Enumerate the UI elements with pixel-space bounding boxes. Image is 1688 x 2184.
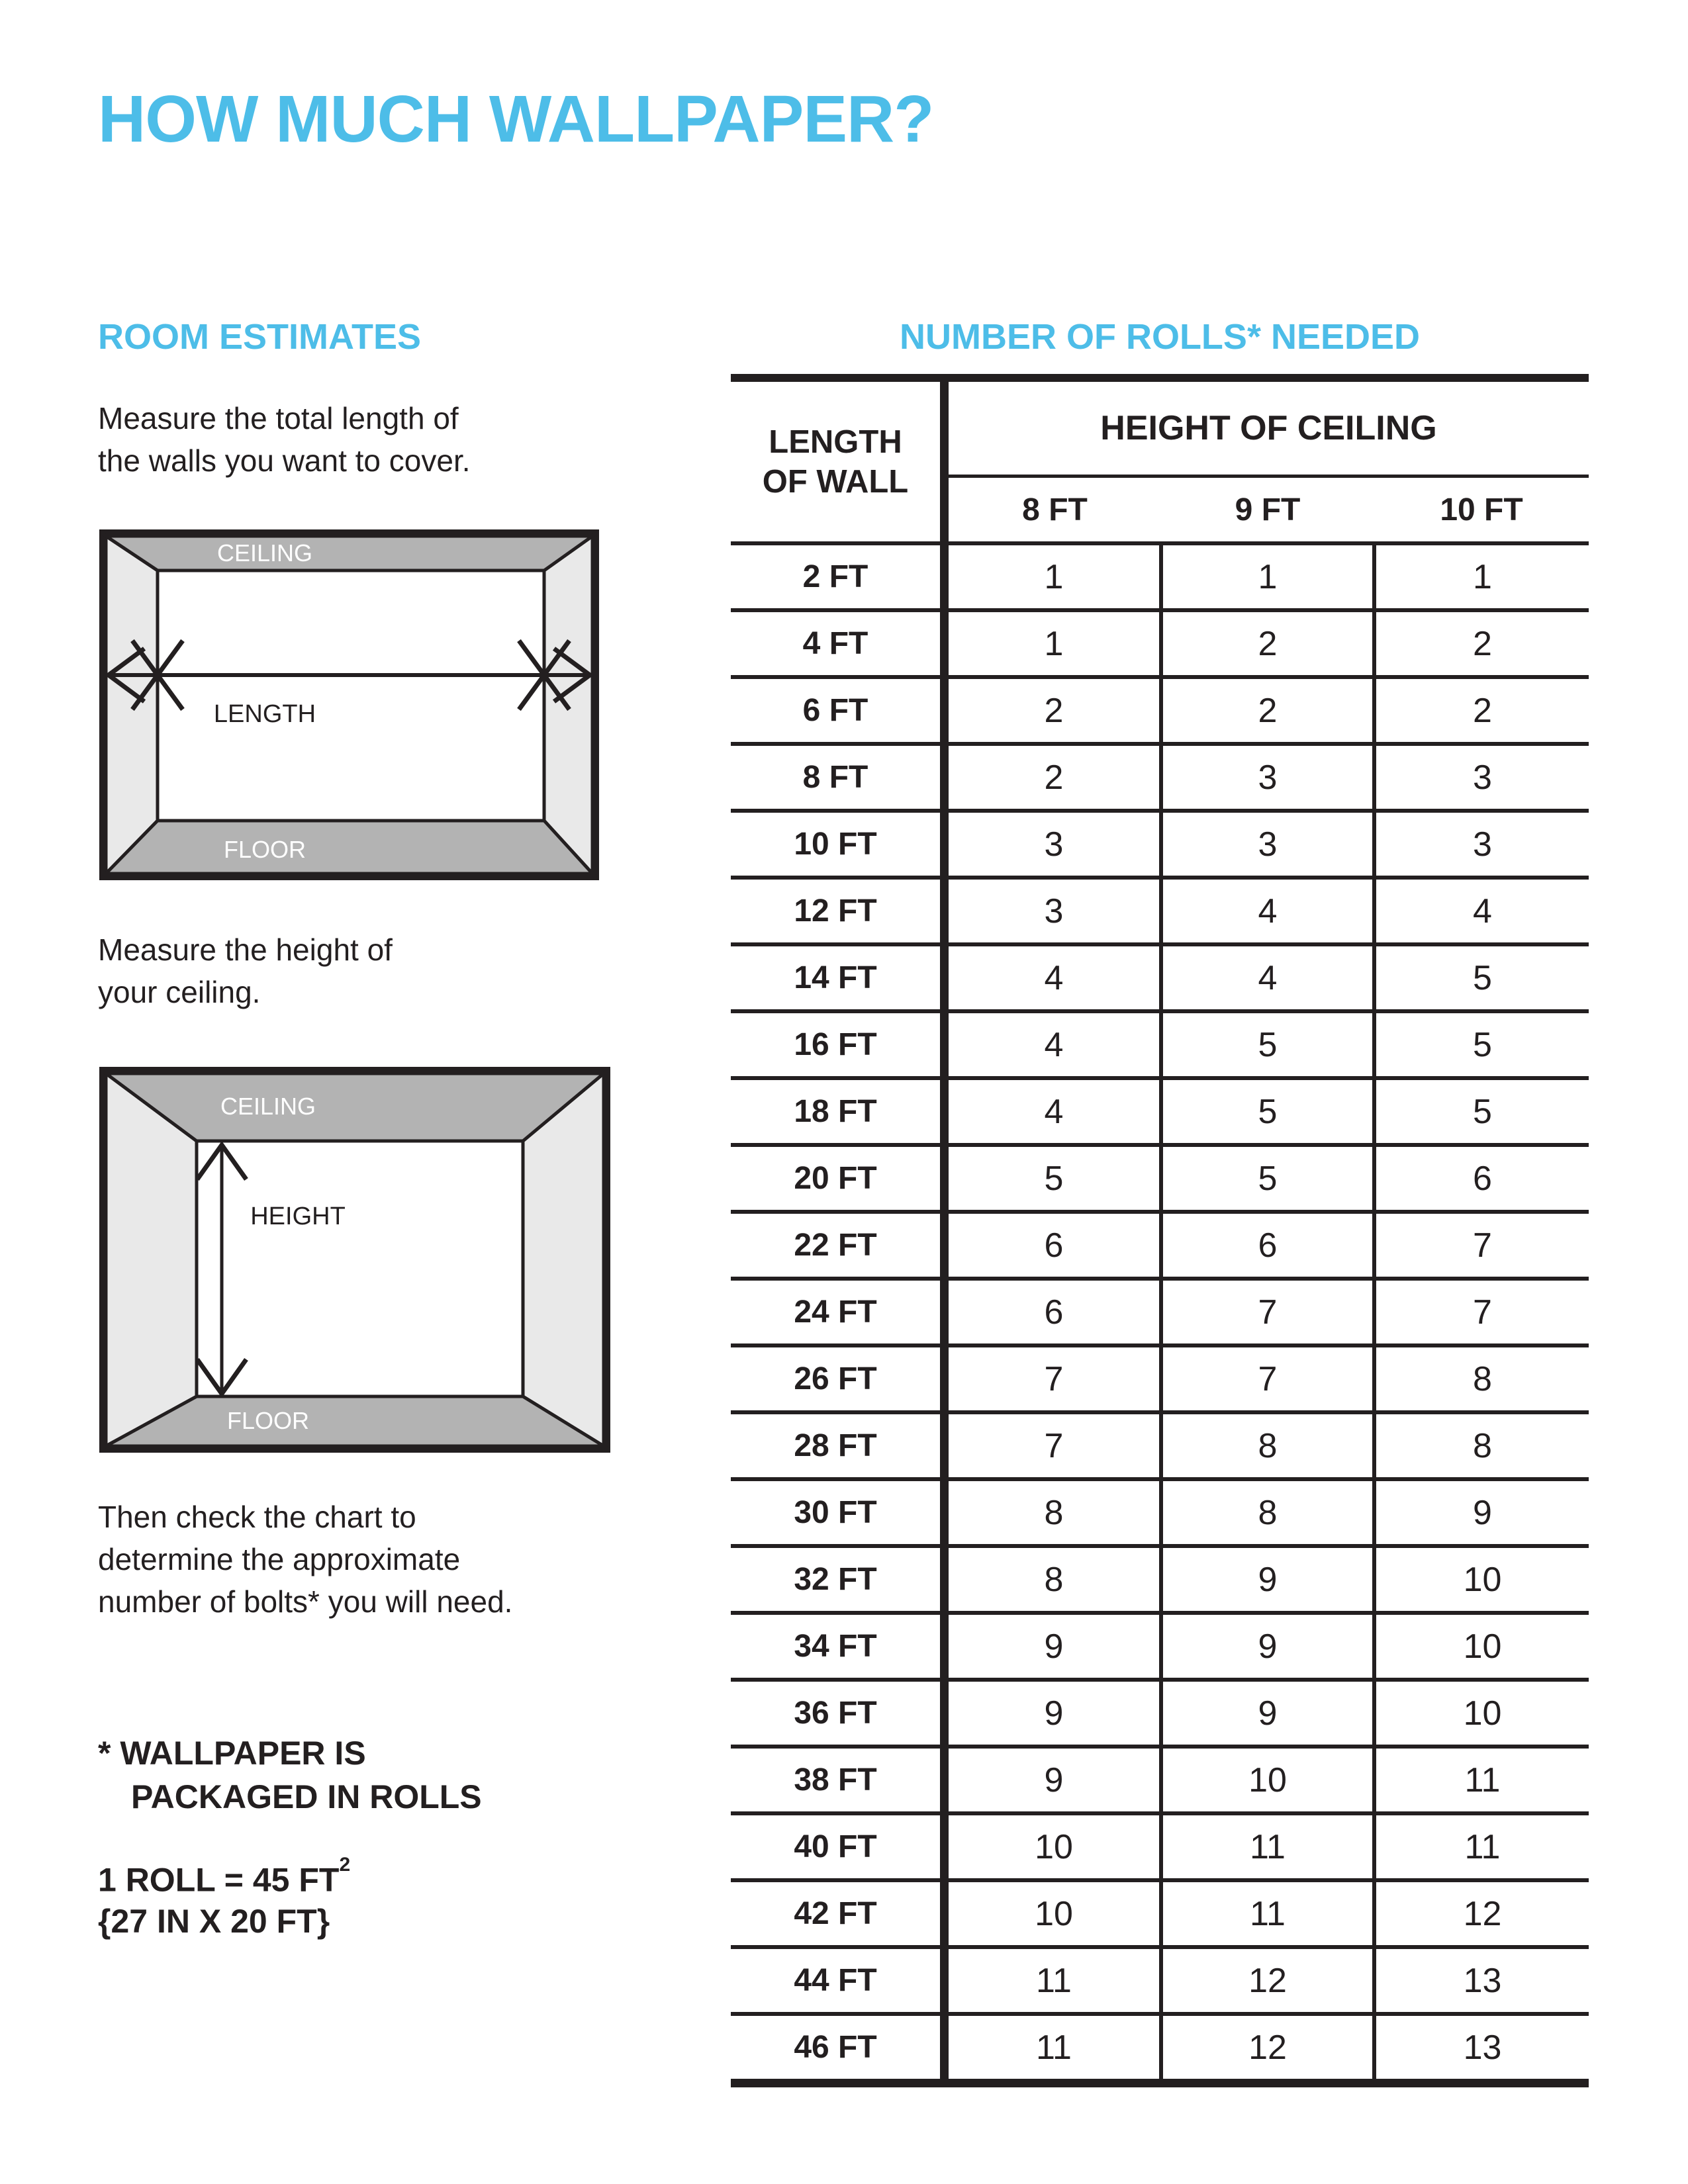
row-header-cell: 10 FT xyxy=(794,827,877,862)
value-cell: 4 xyxy=(1163,946,1372,1009)
back-wall xyxy=(158,570,544,821)
table-row xyxy=(731,1548,1589,1611)
floor-panel xyxy=(106,821,592,874)
instruction-height-line1: Measure the height of xyxy=(98,933,393,967)
value-cell: 5 xyxy=(1376,1013,1589,1076)
length-of-wall-line1: LENGTH xyxy=(769,424,902,460)
ceiling-panel xyxy=(106,1073,604,1141)
table-row xyxy=(731,813,1589,876)
column-divider xyxy=(940,1481,949,1544)
value-cell: 5 xyxy=(1376,946,1589,1009)
table-row xyxy=(731,2016,1589,2079)
column-divider xyxy=(940,679,949,742)
footnote-line1: * WALLPAPER IS xyxy=(98,1735,366,1772)
value-cell: 11 xyxy=(949,2016,1159,2079)
table-row xyxy=(731,1414,1589,1477)
roll-size-superscript: 2 xyxy=(339,1853,351,1876)
row-header-cell: 18 FT xyxy=(794,1094,877,1129)
column-header-9ft: 9 FT xyxy=(1235,492,1301,527)
table-top-border xyxy=(731,374,1589,382)
value-cell: 1 xyxy=(949,545,1159,608)
value-cell: 7 xyxy=(1163,1281,1372,1343)
instruction-height xyxy=(98,929,393,1013)
instruction-length-line1: Measure the total length of xyxy=(98,401,459,435)
value-cell: 2 xyxy=(949,679,1159,742)
table-row xyxy=(731,880,1589,942)
value-cell: 10 xyxy=(1376,1548,1589,1611)
table-header xyxy=(731,382,1589,541)
column-divider xyxy=(940,1013,949,1076)
value-cell: 4 xyxy=(1376,880,1589,942)
row-header-cell: 42 FT xyxy=(794,1896,877,1931)
row-header-cell: 20 FT xyxy=(794,1161,877,1196)
row-header-cell: 2 FT xyxy=(802,559,868,594)
value-cell: 9 xyxy=(949,1615,1159,1678)
table-row xyxy=(731,1882,1589,1945)
value-cell: 1 xyxy=(1163,545,1372,608)
row-header-cell: 22 FT xyxy=(794,1228,877,1263)
floor-panel xyxy=(106,1396,604,1446)
table-row xyxy=(731,612,1589,675)
column-divider xyxy=(940,382,949,541)
roll-spec xyxy=(98,1853,350,1942)
row-header-cell: 28 FT xyxy=(794,1428,877,1463)
row-header-cell: 34 FT xyxy=(794,1629,877,1664)
row-header-cell: 38 FT xyxy=(794,1762,877,1797)
table-row xyxy=(731,545,1589,608)
table-row xyxy=(731,679,1589,742)
roll-size-text: 1 ROLL = 45 FT xyxy=(98,1861,340,1899)
value-cell: 5 xyxy=(1376,1080,1589,1143)
value-cell: 7 xyxy=(1376,1281,1589,1343)
table-row xyxy=(731,1147,1589,1210)
value-cell: 10 xyxy=(949,1882,1159,1945)
table-row xyxy=(731,1214,1589,1277)
value-cell: 7 xyxy=(1163,1347,1372,1410)
table-row xyxy=(731,746,1589,809)
column-divider xyxy=(940,946,949,1009)
floor-label: FLOOR xyxy=(226,1407,310,1434)
column-header-8ft: 8 FT xyxy=(1022,492,1088,527)
value-cell: 9 xyxy=(1376,1481,1589,1544)
instruction-height-line2: your ceiling. xyxy=(98,975,261,1009)
row-header-cell: 16 FT xyxy=(794,1027,877,1062)
column-divider xyxy=(940,1214,949,1277)
instruction-chart-line1: Then check the chart to xyxy=(98,1500,416,1534)
value-cell: 9 xyxy=(1163,1682,1372,1745)
rolls-table xyxy=(731,374,1589,2097)
value-cell: 8 xyxy=(1376,1414,1589,1477)
row-header-cell: 12 FT xyxy=(794,893,877,929)
room-height-diagram xyxy=(99,1067,610,1453)
column-divider xyxy=(940,1682,949,1745)
column-divider xyxy=(940,1080,949,1143)
column-divider xyxy=(940,1548,949,1611)
column-header-10ft: 10 FT xyxy=(1440,492,1523,527)
rolls-needed-heading: NUMBER OF ROLLS* NEEDED xyxy=(899,317,1421,357)
column-divider xyxy=(940,1949,949,2012)
table-row xyxy=(731,1347,1589,1410)
row-header-cell: 40 FT xyxy=(794,1829,877,1864)
value-cell: 9 xyxy=(949,1749,1159,1811)
value-cell: 11 xyxy=(1376,1815,1589,1878)
value-cell: 8 xyxy=(1163,1481,1372,1544)
value-cell: 3 xyxy=(949,880,1159,942)
row-header-cell: 36 FT xyxy=(794,1696,877,1731)
roll-dimensions-line: {27 IN X 20 FT} xyxy=(98,1902,330,1940)
value-cell: 3 xyxy=(1376,746,1589,809)
column-divider xyxy=(940,1281,949,1343)
table-row xyxy=(731,1615,1589,1678)
length-label: LENGTH xyxy=(213,700,316,728)
instruction-length-line2: the walls you want to cover. xyxy=(98,443,471,478)
value-cell: 4 xyxy=(949,946,1159,1009)
table-row xyxy=(731,946,1589,1009)
wallpaper-footnote xyxy=(98,1731,482,1819)
value-cell: 7 xyxy=(949,1347,1159,1410)
value-cell: 2 xyxy=(1163,612,1372,675)
row-header-cell: 44 FT xyxy=(794,1963,877,1998)
value-cell: 12 xyxy=(1163,1949,1372,2012)
value-cell: 5 xyxy=(1163,1080,1372,1143)
row-header-cell: 30 FT xyxy=(794,1495,877,1530)
height-of-ceiling-header: HEIGHT OF CEILING xyxy=(1100,409,1437,447)
value-cell: 4 xyxy=(949,1080,1159,1143)
table-row xyxy=(731,1815,1589,1878)
value-cell: 2 xyxy=(949,746,1159,809)
instruction-chart-line3: number of bolts* you will need. xyxy=(98,1584,513,1619)
row-header-cell: 26 FT xyxy=(794,1361,877,1396)
column-divider xyxy=(940,545,949,608)
table-body xyxy=(731,541,1589,2079)
row-header-cell: 14 FT xyxy=(794,960,877,995)
footnote-line2: PACKAGED IN ROLLS xyxy=(131,1778,482,1815)
value-cell: 13 xyxy=(1376,1949,1589,2012)
value-cell: 12 xyxy=(1376,1882,1589,1945)
value-cell: 9 xyxy=(1163,1615,1372,1678)
value-cell: 4 xyxy=(1163,880,1372,942)
value-cell: 8 xyxy=(949,1548,1159,1611)
value-cell: 10 xyxy=(1376,1615,1589,1678)
value-cell: 9 xyxy=(1163,1548,1372,1611)
value-cell: 2 xyxy=(1376,612,1589,675)
length-of-wall-header xyxy=(731,382,940,541)
value-cell: 6 xyxy=(1163,1214,1372,1277)
value-cell: 11 xyxy=(949,1949,1159,2012)
instruction-chart xyxy=(98,1496,512,1623)
floor-label: FLOOR xyxy=(223,836,306,863)
column-divider xyxy=(940,746,949,809)
table-bottom-border xyxy=(731,2079,1589,2087)
row-header-cell: 32 FT xyxy=(794,1562,877,1597)
column-divider xyxy=(940,1347,949,1410)
table-row xyxy=(731,1749,1589,1811)
value-cell: 10 xyxy=(949,1815,1159,1878)
value-cell: 1 xyxy=(949,612,1159,675)
column-divider xyxy=(940,1147,949,1210)
value-cell: 10 xyxy=(1163,1749,1372,1811)
value-cell: 7 xyxy=(1376,1214,1589,1277)
column-divider xyxy=(940,1749,949,1811)
table-row xyxy=(731,1013,1589,1076)
column-divider xyxy=(940,1882,949,1945)
table-row xyxy=(731,1481,1589,1544)
row-header-cell: 46 FT xyxy=(794,2030,877,2065)
ceiling-panel xyxy=(106,536,592,570)
value-cell: 5 xyxy=(1163,1147,1372,1210)
value-cell: 10 xyxy=(1376,1682,1589,1745)
ceiling-height-columns xyxy=(949,478,1589,541)
value-cell: 6 xyxy=(1376,1147,1589,1210)
value-cell: 3 xyxy=(1376,813,1589,876)
column-divider xyxy=(940,813,949,876)
value-cell: 8 xyxy=(1376,1347,1589,1410)
column-divider xyxy=(940,612,949,675)
left-wall xyxy=(106,536,158,874)
value-cell: 6 xyxy=(949,1214,1159,1277)
value-cell: 12 xyxy=(1163,2016,1372,2079)
value-cell: 6 xyxy=(949,1281,1159,1343)
ceiling-label: CEILING xyxy=(220,1093,316,1120)
row-header-cell: 8 FT xyxy=(802,760,868,795)
value-cell: 11 xyxy=(1163,1815,1372,1878)
value-cell: 8 xyxy=(1163,1414,1372,1477)
page-title: HOW MUCH WALLPAPER? xyxy=(98,82,934,156)
room-estimates-heading: ROOM ESTIMATES xyxy=(98,317,422,357)
column-divider xyxy=(940,880,949,942)
value-cell: 11 xyxy=(1163,1882,1372,1945)
table-row xyxy=(731,1281,1589,1343)
table-bottom-tab xyxy=(731,2087,940,2097)
value-cell: 11 xyxy=(1376,1749,1589,1811)
value-cell: 4 xyxy=(949,1013,1159,1076)
height-label: HEIGHT xyxy=(250,1203,346,1230)
column-divider xyxy=(940,1414,949,1477)
length-of-wall-line2: OF WALL xyxy=(762,463,909,500)
table-row xyxy=(731,1682,1589,1745)
value-cell: 8 xyxy=(949,1481,1159,1544)
row-header-cell: 4 FT xyxy=(802,626,868,661)
value-cell: 13 xyxy=(1376,2016,1589,2079)
value-cell: 2 xyxy=(1163,679,1372,742)
row-header-cell: 24 FT xyxy=(794,1295,877,1330)
value-cell: 3 xyxy=(1163,813,1372,876)
value-cell: 5 xyxy=(1163,1013,1372,1076)
value-cell: 3 xyxy=(949,813,1159,876)
value-cell: 5 xyxy=(949,1147,1159,1210)
value-cell: 3 xyxy=(1163,746,1372,809)
value-cell: 9 xyxy=(949,1682,1159,1745)
value-cell: 7 xyxy=(949,1414,1159,1477)
value-cell: 1 xyxy=(1376,545,1589,608)
table-row xyxy=(731,1080,1589,1143)
row-header-cell: 6 FT xyxy=(802,693,868,728)
ceiling-header-group xyxy=(949,382,1589,541)
instruction-chart-line2: determine the approximate xyxy=(98,1542,461,1576)
column-divider xyxy=(940,2016,949,2079)
instruction-length xyxy=(98,397,471,482)
ceiling-label: CEILING xyxy=(216,539,313,567)
column-divider xyxy=(940,1815,949,1878)
value-cell: 2 xyxy=(1376,679,1589,742)
room-length-diagram xyxy=(99,529,599,880)
table-row xyxy=(731,1949,1589,2012)
roll-size-line xyxy=(98,1853,350,1901)
column-divider xyxy=(940,1615,949,1678)
